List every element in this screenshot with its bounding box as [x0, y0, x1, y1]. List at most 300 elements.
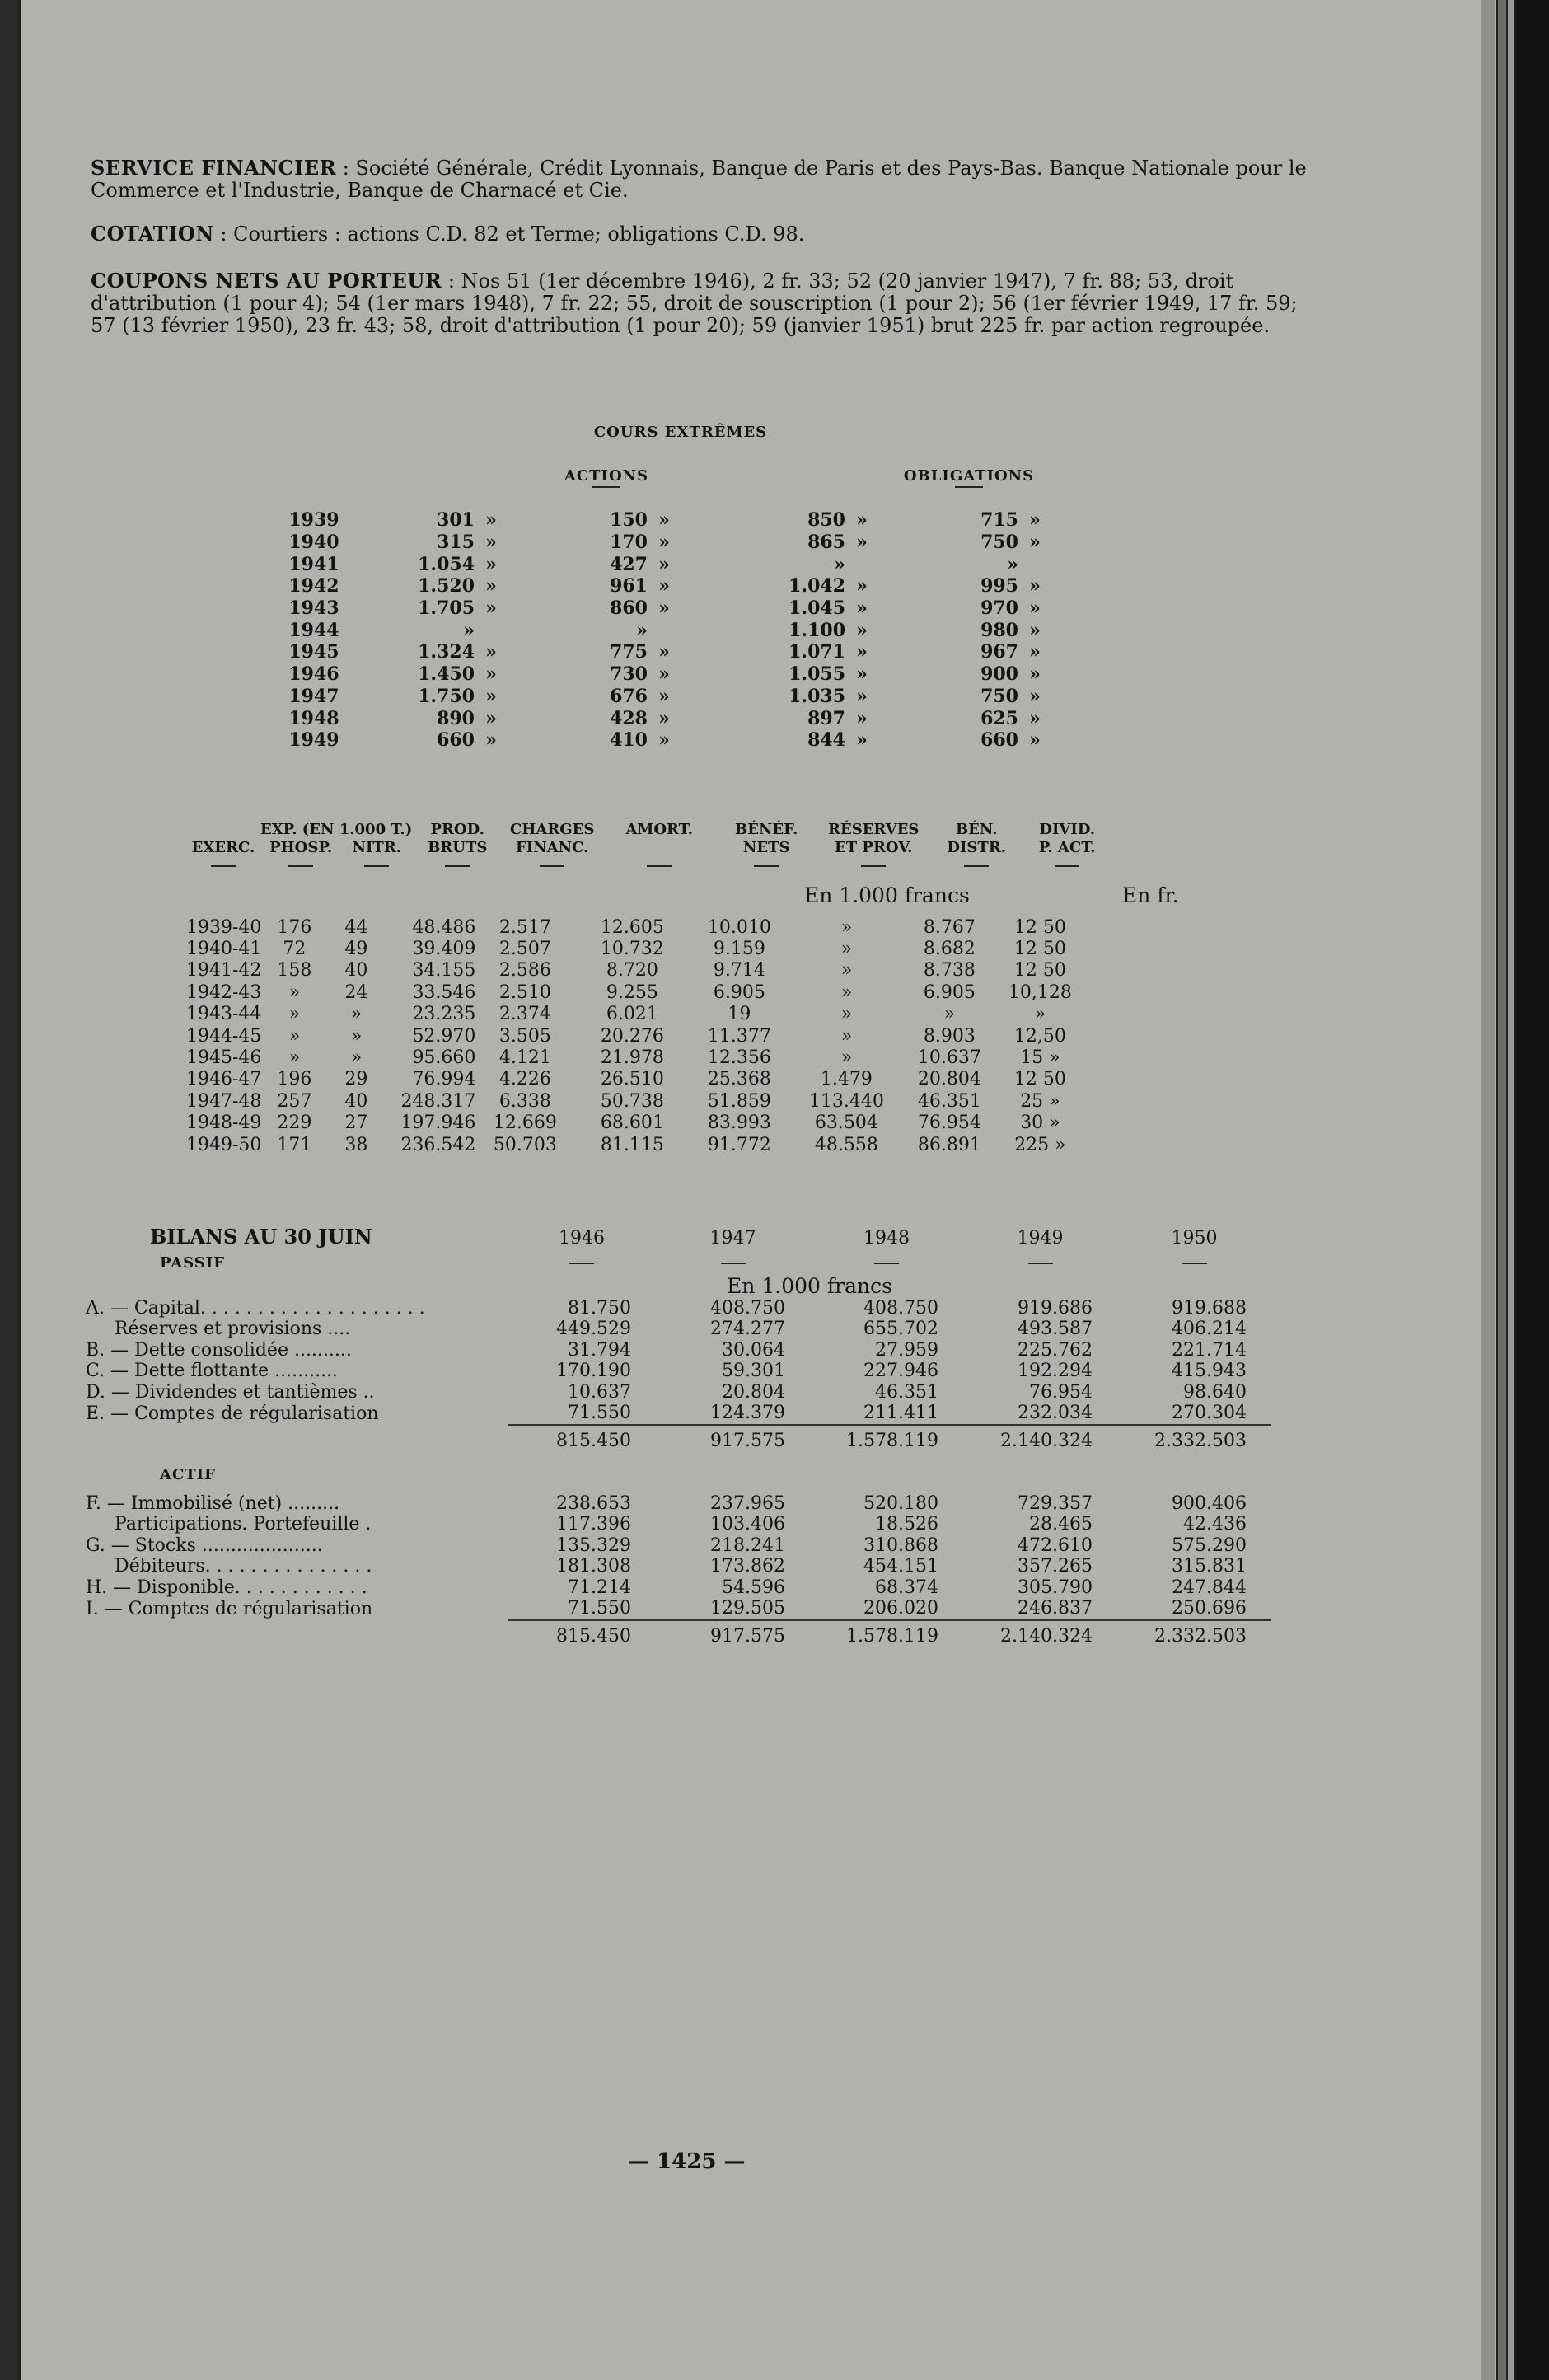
table-row	[269, 707, 1051, 729]
bilans-cell: 170.190	[556, 1361, 631, 1382]
bilans-cell: 310.868	[863, 1534, 938, 1556]
prod-cell: »	[840, 982, 853, 1003]
bilans-year: 1948	[863, 1227, 910, 1249]
prod-cell: 1942-43	[186, 982, 262, 1003]
coupons-text: : Nos 51 (1er décembre 1946), 2 fr. 33; 52 (20 janvier 1947), 7 fr. 88; 53, droit d'attribution (1 pour 4); 54 (1er mars 1948), 7 fr. 22; 55, droit de souscription (1 pour 2); 56 (1er février 1949, 17 fr. 59; 57 (13 février 1950), 23 fr. 43; 58, droit d'attribution (1 pour 20); 59 (janvier 1951) brut 225 fr. par action regroupée.	[91, 269, 1298, 337]
divider	[874, 1263, 899, 1264]
cours-cell: 961	[610, 575, 648, 597]
cours-cell: »	[856, 575, 868, 597]
prod-cell: 248.317	[400, 1090, 476, 1112]
cours-cell: »	[636, 619, 648, 641]
prod-cell: 6.905	[923, 982, 976, 1003]
prod-cell: 34.155	[412, 960, 476, 982]
prod-cell: 48.558	[814, 1134, 878, 1155]
bilans-cell: 71.550	[568, 1598, 631, 1619]
prod-cell: 197.946	[400, 1113, 476, 1134]
bilans-row-label: Réserves et provisions ....	[86, 1319, 351, 1340]
cours-cell: »	[856, 509, 868, 532]
prod-cell: 63.504	[814, 1113, 878, 1134]
phosp-header: PHOSP.	[269, 839, 333, 856]
table-row	[269, 509, 1051, 532]
prod-cell: »	[840, 939, 853, 960]
bilans-total-cell: 815.450	[508, 1620, 656, 1652]
bilans-year-row	[86, 1223, 1271, 1253]
bilans-cell: 237.965	[710, 1492, 785, 1514]
cours-cell: 625	[980, 707, 1018, 729]
ben-header-2: DISTR.	[947, 839, 1007, 856]
cours-cell: »	[1029, 641, 1041, 663]
prod-cell: 76.954	[917, 1113, 981, 1134]
cours-cell: »	[1029, 575, 1041, 597]
cours-cell: 1947	[288, 685, 339, 707]
prod-cell: 10.010	[707, 916, 771, 938]
prod-cell: 68.601	[600, 1113, 664, 1134]
cours-cell: 970	[980, 597, 1018, 620]
cours-cell: »	[658, 532, 670, 554]
table-row	[269, 575, 1051, 597]
cours-cell: »	[1029, 532, 1041, 554]
divider	[592, 486, 620, 488]
bilans-cell: 232.034	[1018, 1403, 1093, 1424]
cours-cell: 660	[437, 729, 475, 752]
prod-cell: 6.338	[498, 1090, 551, 1112]
bilans-cell: 493.587	[1018, 1319, 1093, 1340]
bilans-year: 1950	[1171, 1227, 1218, 1249]
divider	[1055, 865, 1079, 867]
divider	[211, 865, 236, 867]
bilans-cell: 27.959	[875, 1339, 938, 1361]
amort-header: AMORT.	[625, 821, 693, 838]
prod-cell: 1941-42	[186, 960, 262, 982]
bilans-unit-label: En 1.000 francs	[727, 1273, 892, 1298]
page	[21, 0, 1496, 2380]
bilans-total-cell: 2.332.503	[1117, 1425, 1271, 1457]
prod-cell: 12,50	[1013, 1025, 1066, 1047]
cours-cell: 775	[610, 641, 648, 663]
prod-cell: 8.767	[923, 916, 976, 938]
bilans-total-cell: 815.450	[508, 1425, 656, 1457]
prod-cell: 46.351	[917, 1090, 981, 1112]
table-row	[186, 1069, 1085, 1090]
prod-cell: 196	[277, 1069, 312, 1090]
prod-cell: 27	[344, 1113, 368, 1134]
cours-cell: 715	[980, 509, 1018, 532]
cours-cell: »	[856, 663, 868, 686]
prod-unit-label-fr: En fr.	[1122, 883, 1179, 907]
bilans-cell: 20.804	[722, 1381, 785, 1403]
cours-cell: 1.042	[789, 575, 845, 597]
bilans-row-label: G. — Stocks .....................	[86, 1534, 323, 1556]
page-edge	[1508, 0, 1514, 2380]
bilans-cell: 211.411	[863, 1403, 938, 1424]
cours-cell: 1942	[288, 575, 339, 597]
benef-header-1: BÉNÉF.	[735, 821, 798, 838]
bilans-row-label: F. — Immobilisé (net) .........	[86, 1492, 340, 1514]
prod-cell: 12.605	[600, 916, 664, 938]
service-financier-label: SERVICE FINANCIER	[91, 156, 337, 180]
prod-cell: 52.970	[412, 1025, 476, 1047]
cours-cell: 980	[980, 619, 1018, 641]
table-row	[186, 938, 1085, 959]
divider	[647, 865, 672, 867]
cours-cell: »	[658, 641, 670, 663]
prod-cell: 12 50	[1013, 960, 1066, 982]
bilans-year: 1946	[559, 1227, 605, 1249]
table-row	[186, 916, 1085, 938]
cours-cell: 750	[980, 532, 1018, 554]
bilans-total-cell: 1.578.119	[810, 1620, 963, 1652]
divider	[955, 486, 983, 488]
prod-cell: 33.546	[412, 982, 476, 1003]
divider	[540, 865, 564, 867]
divider	[288, 865, 313, 867]
cours-cell	[648, 619, 681, 641]
table-row	[86, 1493, 1271, 1515]
cotation-text: : Courtiers : actions C.D. 82 et Terme; obligations C.D. 98.	[213, 223, 805, 246]
prod-cell: 25.368	[707, 1069, 771, 1090]
bilans-cell: 919.686	[1018, 1297, 1093, 1319]
prod-cell: 44	[344, 916, 368, 938]
table-row	[269, 729, 1051, 752]
bilans-cell: 68.374	[875, 1577, 938, 1598]
charges-header-2: FINANC.	[516, 839, 589, 856]
prod-cell: 8.720	[606, 960, 658, 982]
page-edge	[1498, 0, 1506, 2380]
cours-cell: »	[485, 509, 497, 532]
prod-cell: »	[1034, 1004, 1046, 1025]
prod-cell: 83.993	[707, 1113, 771, 1134]
bilans-actif-row	[86, 1457, 1271, 1493]
bilans-cell: 449.529	[556, 1319, 631, 1340]
table-row	[186, 1134, 1085, 1155]
cours-cell: »	[1029, 707, 1041, 729]
cours-cell: 410	[610, 729, 648, 752]
divider	[754, 865, 779, 867]
bilans-total-cell: 2.140.324	[963, 1620, 1117, 1652]
cours-cell: »	[485, 553, 497, 575]
cours-cell: »	[856, 641, 868, 663]
cours-cell: »	[856, 729, 868, 752]
bilans-title: BILANS AU 30 JUIN	[150, 1225, 372, 1249]
table-row	[186, 1025, 1085, 1047]
bilans-cell: 270.304	[1172, 1403, 1247, 1424]
bilans-row-label: B. — Dette consolidée ..........	[86, 1339, 352, 1361]
table-row	[86, 1382, 1271, 1403]
prod-cell: 30 »	[1020, 1113, 1060, 1134]
bilans-cell: 129.505	[710, 1598, 785, 1619]
cours-cell: 995	[980, 575, 1018, 597]
bilans-cell: 173.862	[710, 1556, 785, 1577]
bilans-row-label: H. — Disponible. . . . . . . . . . . .	[86, 1577, 367, 1598]
cours-cell: 301	[437, 509, 475, 532]
cours-cell: 1.035	[789, 685, 845, 707]
cours-cell: 1.520	[418, 575, 475, 597]
prod-cell: 2.507	[498, 939, 551, 960]
cours-cell	[1018, 553, 1051, 575]
bilans-cell: 408.750	[710, 1297, 785, 1319]
divider	[569, 1263, 594, 1264]
bilans-cell: 46.351	[875, 1381, 938, 1403]
page-number: — 1425 —	[628, 2149, 746, 2174]
bilans-cell: 59.301	[722, 1361, 785, 1382]
bilans-row-label: Débiteurs. . . . . . . . . . . . . . .	[86, 1556, 372, 1577]
prod-table	[186, 916, 1085, 1155]
prod-cell: »	[840, 960, 853, 982]
charges-header-1: CHARGES	[510, 821, 595, 838]
bilans-cell: 415.943	[1172, 1361, 1247, 1382]
prod-cell: »	[840, 916, 853, 938]
prod-cell: 21.978	[600, 1047, 664, 1069]
cours-actions-label	[549, 467, 664, 488]
cours-cell: »	[1029, 509, 1041, 532]
cours-cell: »	[856, 619, 868, 641]
cours-cell: 1945	[288, 641, 339, 663]
prod-header-2: BRUTS	[428, 839, 488, 856]
divider	[721, 1263, 746, 1264]
bilans-total-cell: 917.575	[656, 1620, 810, 1652]
prod-cell: 1943-44	[186, 1004, 262, 1025]
bilans-cell: 900.406	[1172, 1492, 1247, 1514]
divider	[1028, 1263, 1053, 1264]
table-row	[86, 1514, 1271, 1535]
prod-cell: 158	[277, 960, 312, 982]
prod-cell: 20.804	[917, 1069, 981, 1090]
service-financier-text: : Société Générale, Crédit Lyonnais, Banque de Paris et des Pays-Bas. Banque Nationale pour le Commerce et l'Industrie, Banque de Charnacé et Cie.	[91, 157, 1307, 202]
bilans-cell: 218.241	[710, 1534, 785, 1556]
cours-cell: »	[658, 509, 670, 532]
bilans-cell: 18.526	[875, 1514, 938, 1535]
bilans-cell: 472.610	[1018, 1534, 1093, 1556]
bilans-row-label: C. — Dette flottante ...........	[86, 1361, 339, 1382]
divider	[964, 865, 989, 867]
bilans-cell: 76.954	[1029, 1381, 1093, 1403]
prod-cell: 38	[344, 1134, 368, 1155]
table-row	[86, 1340, 1271, 1361]
prod-cell: 1948-49	[186, 1113, 262, 1134]
table-row	[186, 1004, 1085, 1025]
prod-cell: 1946-47	[186, 1069, 262, 1090]
cours-cell: 844	[807, 729, 845, 752]
cours-cell: »	[856, 685, 868, 707]
prod-cell: 9.159	[713, 939, 765, 960]
prod-cell: 6.905	[713, 982, 765, 1003]
prod-cell: 9.714	[713, 960, 765, 982]
cours-cell: 730	[610, 663, 648, 686]
prod-cell: »	[350, 1004, 363, 1025]
table-row	[186, 960, 1085, 982]
cours-cell: »	[485, 575, 497, 597]
bilans-cell: 28.465	[1029, 1514, 1093, 1535]
bilans-cell: 42.436	[1183, 1514, 1247, 1535]
prod-cell: 40	[344, 1090, 368, 1112]
bilans-cell: 408.750	[863, 1297, 938, 1319]
cours-cell: 1.705	[418, 597, 475, 620]
cours-cell: »	[1007, 553, 1018, 575]
prod-cell: 8.738	[923, 960, 976, 982]
table-row	[86, 1598, 1271, 1620]
prod-cell: »	[840, 1047, 853, 1069]
prod-cell: 39.409	[412, 939, 476, 960]
table-row	[269, 532, 1051, 554]
prod-cell: 91.772	[707, 1134, 771, 1155]
cours-cell: 1948	[288, 707, 339, 729]
bilans-cell: 103.406	[710, 1514, 785, 1535]
passif-label: PASSIF	[160, 1254, 225, 1272]
prod-cell: 26.510	[600, 1069, 664, 1090]
bilans-row-label: I. — Comptes de régularisation	[86, 1598, 373, 1619]
bilans-row-label: Participations. Portefeuille .	[86, 1514, 372, 1535]
table-row	[269, 553, 1051, 575]
divider	[1182, 1263, 1207, 1264]
table-row	[86, 1298, 1271, 1319]
prod-cell: 229	[277, 1113, 312, 1134]
bilans-cell: 221.714	[1172, 1339, 1247, 1361]
cours-cell: 850	[807, 509, 845, 532]
prod-cell: »	[350, 1047, 363, 1069]
cours-cell: »	[658, 685, 670, 707]
divider	[445, 865, 470, 867]
cours-title: COURS EXTRÊMES	[593, 424, 768, 441]
cours-cell: »	[485, 685, 497, 707]
prod-cell: 8.682	[923, 939, 976, 960]
prod-header-1: PROD.	[430, 821, 484, 838]
cours-cell: »	[856, 707, 868, 729]
bilans-cell: 31.794	[568, 1339, 631, 1361]
prod-cell: 23.235	[412, 1004, 476, 1025]
cours-cell: 1939	[288, 509, 339, 532]
cours-cell: 1944	[288, 619, 339, 641]
table-row	[269, 686, 1051, 708]
prod-cell: 29	[344, 1069, 368, 1090]
cours-cell: 1.750	[418, 685, 475, 707]
bilans-cell: 919.688	[1172, 1297, 1247, 1319]
table-row	[86, 1403, 1271, 1425]
cotation-paragraph	[91, 223, 1327, 246]
cours-cell: 967	[980, 641, 1018, 663]
bilans-cell: 206.020	[863, 1598, 938, 1619]
table-row	[269, 597, 1051, 620]
bilans-cell: 246.837	[1018, 1598, 1093, 1619]
prod-cell: 50.703	[493, 1134, 557, 1155]
prod-cell: »	[840, 1025, 853, 1047]
cours-cell: 1940	[288, 532, 339, 554]
bilans-total-cell: 1.578.119	[810, 1425, 963, 1457]
cours-cell: 1941	[288, 553, 339, 575]
ben-header-1: BÉN.	[955, 821, 998, 838]
table-row	[186, 1047, 1085, 1068]
service-financier-paragraph	[91, 157, 1327, 202]
exerc-header: EXERC.	[191, 839, 255, 856]
cours-obligations-text: OBLIGATIONS	[903, 467, 1035, 485]
coupons-paragraph	[91, 269, 1327, 337]
bilans-cell: 274.277	[710, 1319, 785, 1340]
cours-cell: »	[658, 553, 670, 575]
prod-cell: 76.994	[412, 1069, 476, 1090]
cours-cell: 1949	[288, 729, 339, 752]
cours-cell: »	[658, 729, 670, 752]
bilans-cell: 192.294	[1018, 1361, 1093, 1382]
bilans-total-cell: 2.332.503	[1117, 1620, 1271, 1652]
prod-cell: 176	[277, 916, 312, 938]
page-edge	[1516, 0, 1549, 2380]
prod-cell: »	[288, 1047, 301, 1069]
total-row	[86, 1620, 1271, 1652]
prod-cell: 6.021	[606, 1004, 658, 1025]
prod-cell: 2.517	[498, 916, 551, 938]
bilans-cell: 454.151	[863, 1556, 938, 1577]
bilans-cell: 71.214	[568, 1577, 631, 1598]
cours-table	[269, 509, 1051, 752]
bilans-cell: 305.790	[1018, 1577, 1093, 1598]
actif-label: ACTIF	[160, 1466, 216, 1483]
cours-cell: 1.054	[418, 553, 475, 575]
bilans-cell: 247.844	[1172, 1577, 1247, 1598]
cours-cell: 315	[437, 532, 475, 554]
prod-cell: 2.374	[498, 1004, 551, 1025]
bilans-cell: 238.653	[556, 1492, 631, 1514]
cours-cell: »	[856, 597, 868, 620]
cours-cell: »	[1029, 597, 1041, 620]
bilans-row-label: D. — Dividendes et tantièmes ..	[86, 1381, 375, 1403]
nitr-header: NITR.	[352, 839, 401, 856]
prod-cell: 1947-48	[186, 1090, 262, 1112]
cotation-label: COTATION	[91, 222, 214, 246]
prod-cell: 9.255	[606, 982, 658, 1003]
cours-cell: 170	[610, 532, 648, 554]
bilans-cell: 135.329	[556, 1534, 631, 1556]
cours-cell: 1.100	[789, 619, 845, 641]
bilans-cell: 227.946	[863, 1361, 938, 1382]
prod-cell: 1939-40	[186, 916, 262, 938]
cours-cell: »	[1029, 729, 1041, 752]
table-row	[269, 641, 1051, 663]
prod-cell: 1.479	[820, 1069, 873, 1090]
total-row	[86, 1425, 1271, 1457]
bilans-cell: 357.265	[1018, 1556, 1093, 1577]
prod-cell: 81.115	[600, 1134, 664, 1155]
bilans-cell: 81.750	[568, 1297, 631, 1319]
prod-cell: 2.586	[498, 960, 551, 982]
prod-cell: 8.903	[923, 1025, 976, 1047]
divider	[364, 865, 389, 867]
cours-cell: 676	[610, 685, 648, 707]
table-row	[269, 663, 1051, 686]
prod-cell: 20.276	[600, 1025, 664, 1047]
prod-cell: 49	[344, 939, 368, 960]
prod-cell: 51.859	[707, 1090, 771, 1112]
prod-cell: 12 50	[1013, 939, 1066, 960]
prod-cell: 1940-41	[186, 939, 262, 960]
prod-cell: 72	[283, 939, 307, 960]
benef-header-2: NETS	[742, 839, 790, 856]
prod-cell: 12.669	[493, 1113, 557, 1134]
prod-cell: »	[288, 1004, 301, 1025]
cours-cell: 900	[980, 663, 1018, 686]
cours-cell: 860	[610, 597, 648, 620]
bilans-unit-row	[86, 1274, 1271, 1298]
prod-unit-label: En 1.000 francs	[804, 883, 970, 907]
cours-obligations-label	[895, 467, 1043, 488]
reserves-header-1: RÉSERVES	[828, 821, 920, 838]
bilans-cell: 181.308	[556, 1556, 631, 1577]
cours-cell: »	[463, 619, 475, 641]
cours-cell: 1.324	[418, 641, 475, 663]
prod-cell: 171	[277, 1134, 312, 1155]
cours-cell: »	[485, 641, 497, 663]
cours-cell: »	[658, 575, 670, 597]
cours-cell: »	[485, 707, 497, 729]
bilans-table	[86, 1223, 1271, 1652]
